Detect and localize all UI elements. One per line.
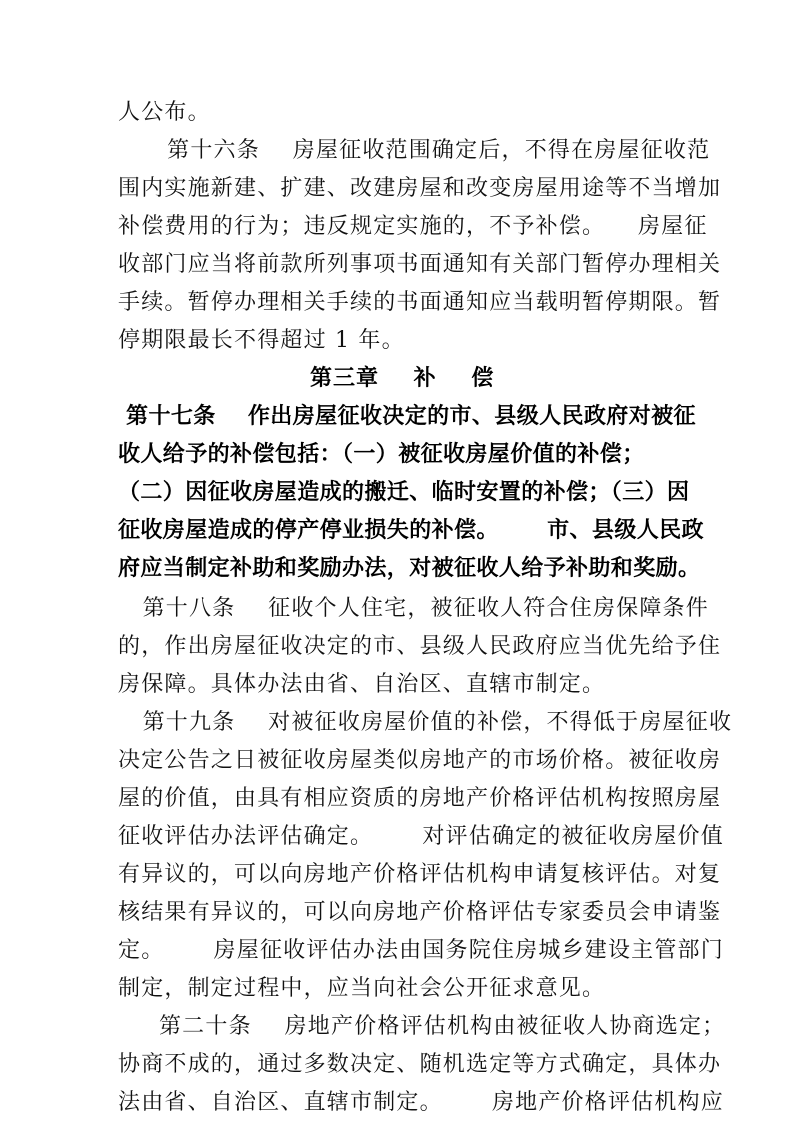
text-line: 围内实施新建、扩建、改建房屋和改变房屋用途等不当增加 — [118, 176, 722, 201]
text-line: 房保障。具体办法由省、自治区、直辖市制定。 — [118, 672, 606, 697]
article-16-line: 第十六条 房屋征收范围确定后，不得在房屋征收范 — [118, 138, 711, 163]
text-line: 定。 房屋征收评估办法由国务院住房城乡建设主管部门 — [118, 938, 724, 963]
article-20-line: 第二十条 房地产价格评估机构由被征收人协商选定； — [118, 1014, 726, 1039]
text-line: 有异议的，可以向房地产价格评估机构申请复核评估。对复 — [118, 862, 722, 887]
text-line: 停期限最长不得超过 1 年。 — [118, 328, 405, 353]
text-line: 屋的价值，由具有相应资质的房地产价格评估机构按照房屋 — [118, 786, 722, 811]
chapter-heading: 第三章 补 偿 — [310, 366, 495, 391]
text-line-bold: （二）因征收房屋造成的搬迁、临时安置的补偿；（三）因 — [118, 480, 690, 505]
text-line-bold: 征收房屋造成的停产停业损失的补偿。 市、县级人民政 — [118, 518, 704, 543]
article-19-line: 第十九条 对被征收房屋价值的补偿，不得低于房屋征收 — [118, 710, 733, 735]
article-18-line: 第十八条 征收个人住宅，被征收人符合住房保障条件 — [118, 596, 709, 621]
text-line: 补偿费用的行为；违反规定实施的，不予补偿。 房屋征 — [118, 214, 708, 239]
text-line: 协商不成的，通过多数决定、随机选定等方式确定，具体办 — [118, 1052, 722, 1077]
text-line-bold: 府应当制定补助和奖励办法，对被征收人给予补助和奖励。 — [118, 556, 701, 581]
text-line: 法由省、自治区、直辖市制定。 房地产价格评估机构应 — [118, 1090, 724, 1115]
text-line: 核结果有异议的，可以向房地产价格评估专家委员会申请鉴 — [118, 900, 722, 925]
text-line: 手续。暂停办理相关手续的书面通知应当载明暂停期限。暂 — [118, 290, 722, 315]
text-line: 的，作出房屋征收决定的市、县级人民政府应当优先给予住 — [118, 634, 722, 659]
text-line: 征收评估办法评估确定。 对评估确定的被征收房屋价值 — [118, 824, 724, 849]
text-line: 决定公告之日被征收房屋类似房地产的市场价格。被征收房 — [118, 748, 722, 773]
text-line: 人公布。 — [118, 100, 211, 125]
article-17-line: 第十七条 作出房屋征收决定的市、县级人民政府对被征 — [118, 404, 696, 429]
text-line-bold: 收人给予的补偿包括：（一）被征收房屋价值的补偿； — [118, 442, 645, 467]
text-line: 收部门应当将前款所列事项书面通知有关部门暂停办理相关 — [118, 252, 722, 277]
text-line: 制定，制定过程中，应当向社会公开征求意见。 — [118, 976, 606, 1001]
